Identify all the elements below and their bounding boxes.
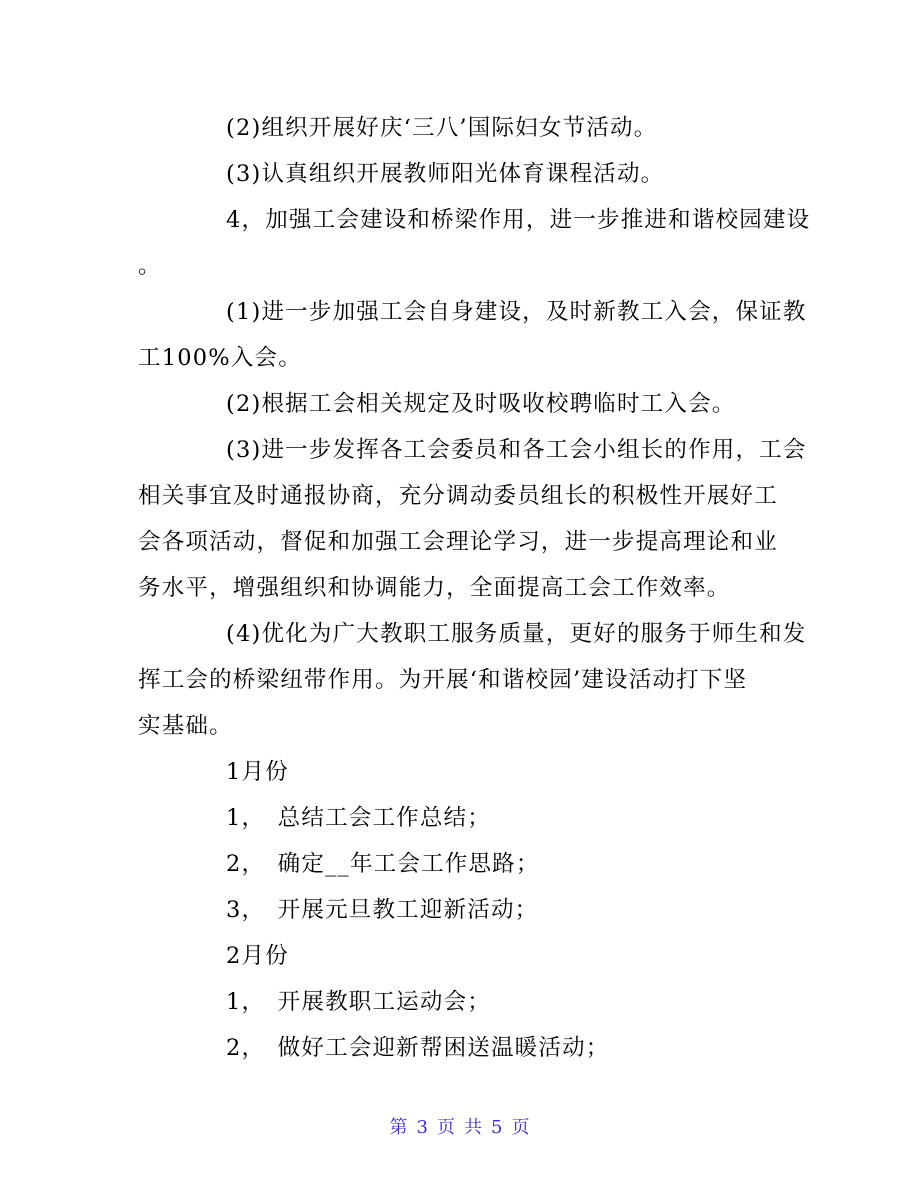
paragraph-line: 4，加强工会建设和桥梁作用，进一步推进和谐校园建设 (226, 207, 811, 233)
paragraph-line: 2， 确定__年工会工作思路； (226, 851, 540, 877)
paragraph-line: 1， 开展教职工运动会； (226, 989, 491, 1015)
footer-suffix: 页 (511, 1117, 531, 1138)
footer-total-prefix: 共 (464, 1117, 483, 1138)
list-item (138, 979, 778, 1025)
paragraph-line: (3)进一步发挥各工会委员和各工会小组长的作用，工会 (226, 437, 807, 463)
paragraph-line: 2， 做好工会迎新帮困送温暖活动； (226, 1035, 610, 1061)
paragraph-line: 挥工会的桥梁纽带作用。为开展‘和谐校园’建设活动打下坚 (138, 667, 748, 693)
paragraph-line: 。 (138, 253, 162, 279)
paragraph-line: (1)进一步加强工会自身建设，及时新教工入会，保证教 (226, 299, 807, 325)
footer-prefix: 第 (389, 1117, 409, 1138)
paragraph-line: 相关事宜及时通报协商，充分调动委员组长的积极性开展好工 (138, 483, 778, 509)
page-footer (0, 1113, 920, 1139)
paragraph (138, 105, 778, 151)
paragraph (138, 611, 807, 749)
paragraph-line: 会各项活动，督促和加强工会理论学习，进一步提高理论和业 (138, 529, 778, 555)
paragraph-line: 1， 总结工会工作总结； (226, 805, 491, 831)
paragraph-line: 3， 开展元旦教工迎新活动； (226, 897, 539, 923)
list-item (138, 1025, 778, 1071)
paragraph-line: 实基础。 (138, 713, 233, 739)
list-item (138, 887, 778, 933)
list-item (138, 795, 778, 841)
paragraph-line: 2月份 (226, 943, 289, 969)
paragraph (138, 427, 807, 611)
paragraph (138, 381, 778, 427)
paragraph-line: (2)组织开展好庆‘三八’国际妇女节活动。 (226, 115, 658, 141)
paragraph-line: 工100%入会。 (138, 345, 302, 371)
footer-page-total: 5 (491, 1117, 504, 1138)
paragraph (138, 151, 778, 197)
paragraph-line: (2)根据工会相关规定及时吸收校聘临时工入会。 (226, 391, 736, 417)
paragraph-line: 1月份 (226, 759, 289, 785)
footer-mid: 页 (437, 1117, 456, 1138)
list-item (138, 841, 778, 887)
document-body (138, 105, 811, 1071)
paragraph-line: (3)认真组织开展教师阳光体育课程活动。 (226, 161, 665, 187)
month-heading (138, 933, 778, 979)
footer-page-current: 3 (416, 1117, 429, 1138)
month-heading (138, 749, 778, 795)
paragraph (138, 197, 811, 289)
paragraph-line: 务水平，增强组织和协调能力，全面提高工会工作效率。 (138, 575, 731, 601)
paragraph (138, 289, 807, 381)
paragraph-line: (4)优化为广大教职工服务质量，更好的服务于师生和发 (226, 621, 807, 647)
